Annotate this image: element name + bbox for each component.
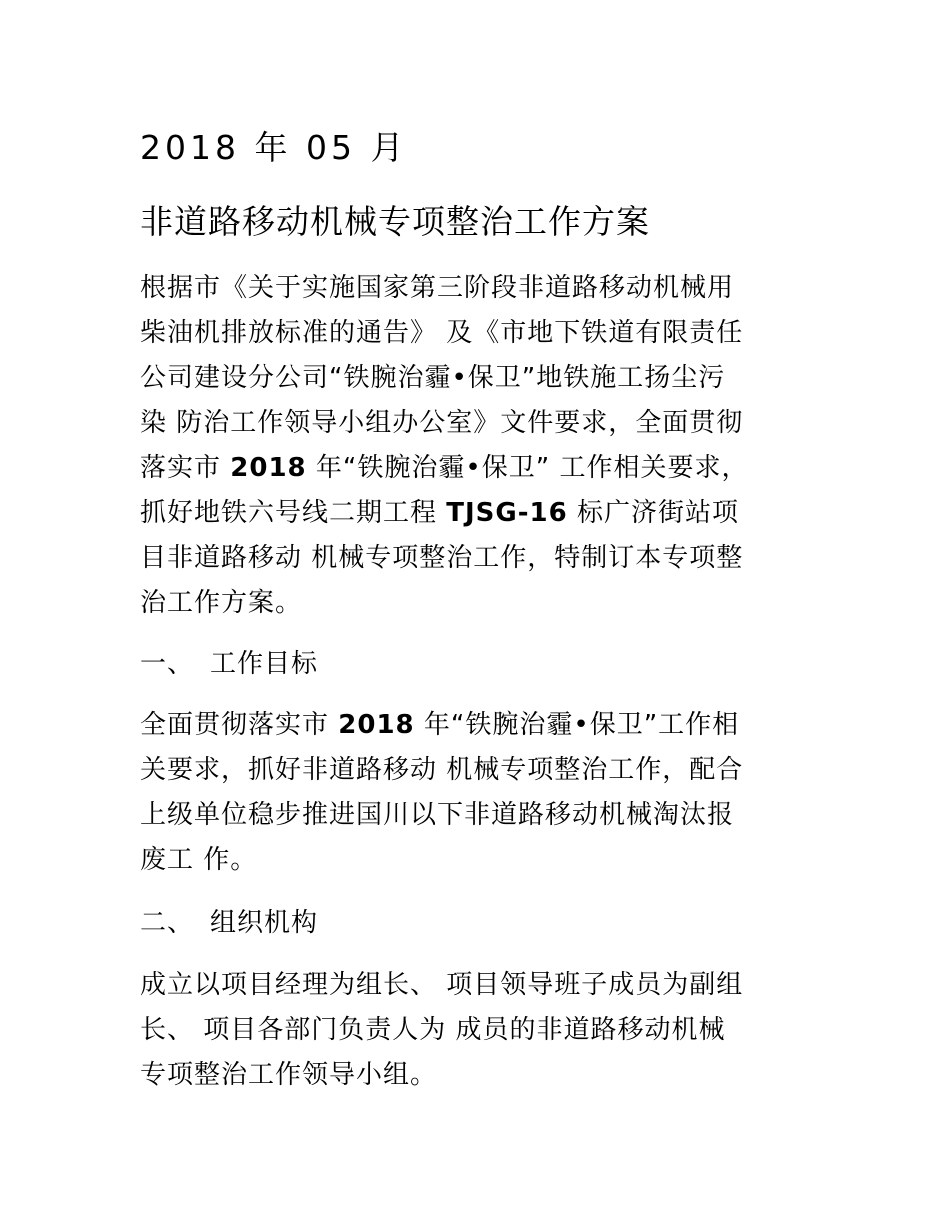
text-segment: 抓好地铁六号线二期工程 (140, 498, 447, 528)
text-segment: 年“铁腕治霾•保卫”工作相 (414, 710, 740, 740)
text-segment: 专项整治工作领导小组。 (140, 1060, 438, 1090)
organization-paragraph (140, 963, 820, 1098)
text-segment: 落实市 (140, 453, 231, 483)
section-heading-goals (140, 642, 820, 687)
text-segment: 长、 项目各部门负责人为 成员的非道路移动机械 (140, 1015, 726, 1045)
text-segment: 染 防治工作领导小组办公室》文件要求，全面贯彻 (140, 408, 744, 438)
text-line (140, 491, 820, 536)
text-line (140, 356, 820, 401)
text-line (140, 703, 820, 748)
section-heading-organization (140, 901, 820, 946)
text-line (140, 838, 820, 883)
text-line (140, 1053, 820, 1098)
text-line (140, 963, 820, 1008)
section-number: 一、 (140, 649, 195, 679)
text-segment: 全面贯彻落实市 (140, 710, 339, 740)
text-number: 2018 (338, 710, 415, 740)
text-line (140, 311, 820, 356)
section-number: 二、 (140, 908, 195, 938)
intro-paragraph (140, 266, 820, 626)
text-segment: 废工 作。 (140, 845, 258, 875)
text-segment: 治工作方案。 (140, 588, 303, 618)
text-line (140, 1008, 820, 1053)
text-segment: 目非道路移动 机械专项整治工作，特制订本专项整 (140, 543, 744, 573)
text-segment: 关要求，抓好非道路移动 机械专项整治工作，配合 (140, 755, 744, 785)
text-line (140, 793, 820, 838)
text-line (140, 446, 820, 491)
text-number: 2018 (230, 453, 307, 483)
text-segment: 公司建设分公司“铁腕治霾•保卫”地铁施工扬尘污 (140, 363, 726, 393)
text-segment: 年“铁腕治霾•保卫” 工作相关要求， (306, 453, 749, 483)
text-line (140, 536, 820, 581)
text-line (140, 266, 820, 311)
text-segment: 成立以项目经理为组长、 项目领导班子成员为副组 (140, 970, 744, 1000)
section-title: 组织机构 (210, 908, 319, 938)
text-line (140, 581, 820, 626)
text-segment: 柴油机排放标准的通告》 及《市地下铁道有限责任 (140, 318, 744, 348)
section-title: 工作目标 (210, 649, 319, 679)
text-number: TJSG-16 (446, 498, 568, 528)
text-line (140, 748, 820, 793)
text-line (140, 401, 820, 446)
text-segment: 根据市《关于实施国家第三阶段非道路移动机械用 (140, 273, 735, 303)
goals-paragraph (140, 703, 820, 883)
document-title: 非道路移动机械专项整治工作方案 (140, 202, 650, 241)
document-date: 2018 年 05 月 (140, 128, 408, 167)
text-segment: 标广济街站项 (567, 498, 739, 528)
text-segment: 上级单位稳步推进国川以下非道路移动机械淘汰报 (140, 800, 735, 830)
